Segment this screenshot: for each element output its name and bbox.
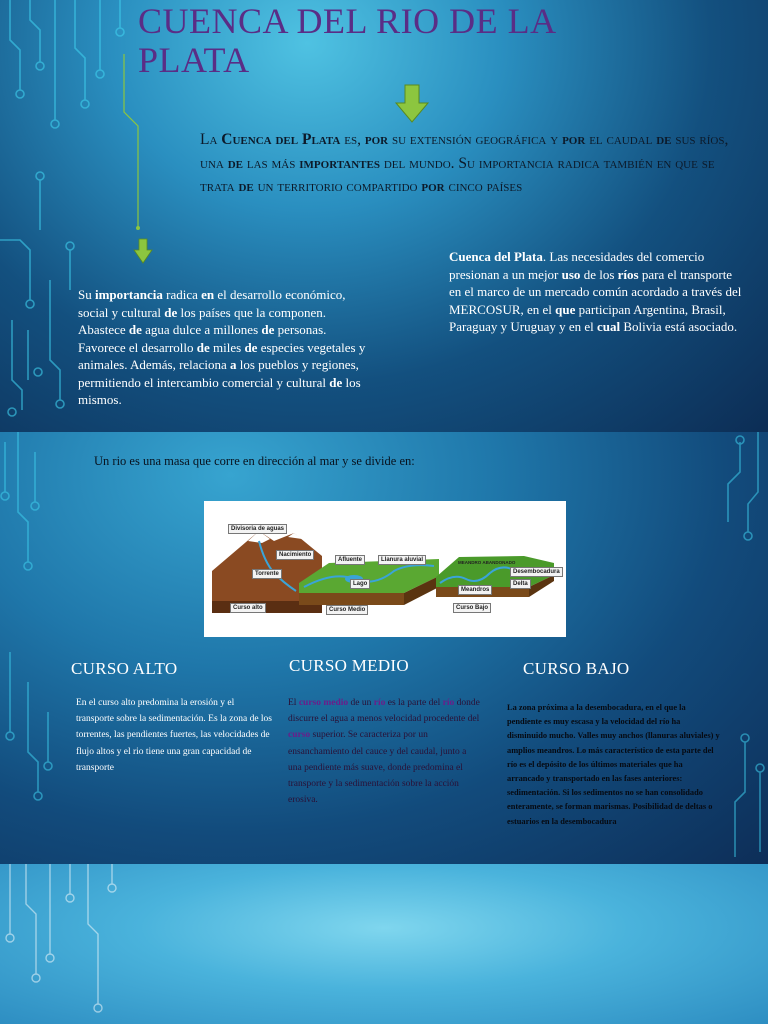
text-run: los mismos. <box>78 374 361 407</box>
arrow-down-icon <box>394 84 430 124</box>
curso-medio-text <box>288 695 480 808</box>
curso-bajo-text: La zona próxima a la desembocadura, en el que la pendiente es muy escasa y la velocidad del río ha disminuido mucho. Valles muy anchos (llanuras aluviales) y amplios meandros. Lo más característico de esta parte del río es el depósito de los últimos materiales que ha arrancado y transportado en las fases anteriores: sedimentación. Si los sedimentos no se han consolidado enteramente, se forman marismas. Posibilidad de deltas o estuarios en la desembocadura <box>507 703 720 826</box>
text-run: es la parte del <box>385 698 443 708</box>
text-run: es, <box>340 131 365 148</box>
slide-cuenca-del-plata <box>0 0 768 432</box>
text-run: miles <box>209 339 245 355</box>
text-run: superior. Se caracteriza por un ensanchamiento del cauce y del caudal, junto a una pendiente más suave, donde predomina el transporte y la sedimentación sobre la acción erosiva. <box>288 730 467 806</box>
emphasized-text: de <box>196 339 210 355</box>
curso-medio-title: CURSO MEDIO <box>289 656 409 675</box>
label-curso-medio: Curso Medio <box>326 605 368 615</box>
intro-text: Un rio es una masa que corre en dirección al mar y se divide en: <box>94 454 415 468</box>
label-desembocadura: Desembocadura <box>510 567 563 577</box>
text-run: especies vegetales y animales. Además, relaciona <box>78 339 366 372</box>
text-run: agua dulce a millones <box>141 322 262 337</box>
label-lago: Lago <box>350 579 370 589</box>
text-run: de un <box>348 698 374 708</box>
emphasized-text: río <box>442 698 455 708</box>
label-delta: Delta <box>510 579 531 589</box>
emphasized-text: por <box>421 178 445 195</box>
text-run: personas. Favorece el desarrollo <box>78 322 327 355</box>
emphasized-text: por <box>364 131 389 148</box>
emphasized-text: uso <box>561 266 581 282</box>
text-run: su extensión geográfica y <box>388 131 563 148</box>
emphasized-text: importantes <box>299 154 380 172</box>
text-run: El <box>288 698 299 708</box>
emphasized-text: de <box>656 131 672 148</box>
emphasized-text: ríos <box>617 266 639 282</box>
mercosur-paragraph <box>449 248 745 336</box>
text-run: los países que la componen. Abastece <box>78 304 327 337</box>
slide-blank <box>0 864 768 1024</box>
page-title: CUENCA DEL RIO DE LA PLATA <box>138 1 555 80</box>
emphasized-text: Cuenca del Plata <box>221 131 341 148</box>
curso-alto-title: CURSO ALTO <box>71 659 178 678</box>
text-run: las más <box>243 154 300 172</box>
curso-bajo-title: CURSO BAJO <box>523 659 630 678</box>
text-run: cinco países <box>444 178 523 195</box>
label-afluente: Afluente <box>335 555 365 565</box>
text-run: . Las necesidades del comercio presionan a un mejor <box>449 249 705 282</box>
emphasized-text: curso medio <box>298 698 349 708</box>
slide-partes-del-rio <box>0 432 768 864</box>
text-run: participan Argentina, Brasil, Paraguay y Uruguay y en el <box>449 301 726 334</box>
emphasized-text: en <box>201 287 215 302</box>
circuit-decoration <box>0 864 768 1024</box>
connector-line <box>122 52 142 232</box>
river-diagram <box>204 501 566 637</box>
curso-alto-text: En el curso alto predomina la erosión y el transporte sobre la sedimentación. Es la zona de los torrentes, las pendientes fuertes, las velocidades de flujo altos y el rio tiene una gran capacidad de transporte <box>76 698 273 773</box>
label-nacimiento: Nacimiento <box>276 550 314 560</box>
text-run: Su <box>78 287 95 302</box>
emphasized-text: de <box>329 374 343 390</box>
text-run: el desarrollo económico, social y cultural <box>78 287 346 320</box>
emphasized-text: Cuenca del Plata <box>449 249 543 264</box>
label-divisoria: Divisoria de aguas <box>228 524 287 534</box>
text-run: los pueblos y regiones, permitiendo el intercambio comercial y cultural <box>78 357 359 390</box>
lead-paragraph <box>200 128 750 199</box>
text-run: del mundo. Su importancia radica también en que se trata <box>200 154 715 195</box>
label-curso-alto: Curso alto <box>230 603 266 613</box>
emphasized-text: de <box>227 154 243 172</box>
importance-paragraph <box>78 286 368 409</box>
emphasized-text: cual <box>597 319 621 334</box>
label-torrente: Torrente <box>252 569 282 579</box>
emphasized-text: río <box>373 698 386 708</box>
text-run: un territorio compartido <box>253 178 422 195</box>
emphasized-text: de <box>261 322 275 337</box>
emphasized-text: de <box>238 178 254 195</box>
text-run: La <box>200 131 222 148</box>
text-run: radica <box>162 287 202 302</box>
emphasized-text: a <box>229 357 237 372</box>
text-run: de los <box>580 266 618 282</box>
text-run: sus ríos, una <box>200 131 729 172</box>
label-meandros: Meandros <box>458 585 492 595</box>
emphasized-text: que <box>555 301 576 317</box>
label-curso-bajo: Curso Bajo <box>453 603 491 613</box>
emphasized-text: de <box>128 322 142 337</box>
emphasized-text: importancia <box>94 287 163 302</box>
text-run: donde discurre el agua a menos velocidad procedente del <box>288 698 480 725</box>
label-meandro-abandonado: MEANDRO ABANDONADO <box>458 560 516 565</box>
text-run: Bolivia está asociado. <box>620 319 738 334</box>
label-llanura: Llanura aluvial <box>378 555 426 565</box>
text-run: para el transporte en el marco de un mercado común acordado a través del MERCOSUR, en el <box>449 266 742 317</box>
emphasized-text: de <box>164 304 178 320</box>
emphasized-text: de <box>244 339 258 355</box>
text-run: el caudal <box>585 131 657 148</box>
emphasized-text: curso <box>288 730 311 741</box>
emphasized-text: por <box>562 131 586 148</box>
small-arrow-down-icon <box>133 238 153 264</box>
